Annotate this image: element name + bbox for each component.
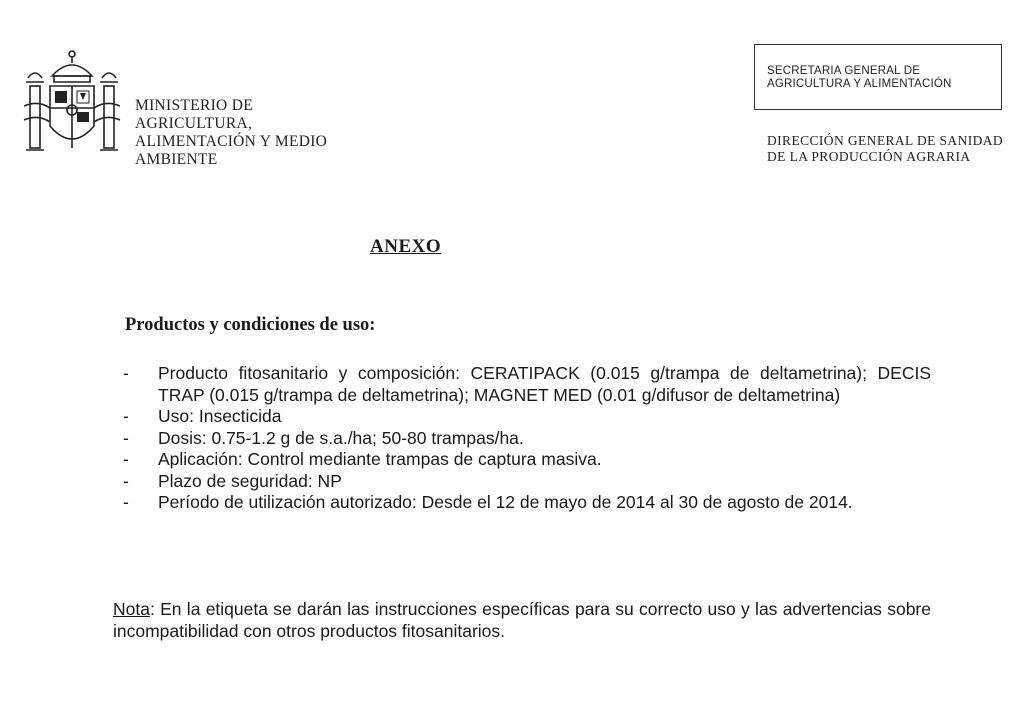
direccion-line: DE LA PRODUCCIÓN AGRARIA <box>767 149 971 164</box>
direccion-general <box>767 133 1003 165</box>
ministry-line: AGRICULTURA, <box>135 115 253 132</box>
document-title: ANEXO <box>370 236 442 257</box>
bullet-dash: - <box>123 492 129 512</box>
secretaria-line: SECRETARIA GENERAL DE <box>767 65 921 77</box>
note-text: : En la etiqueta se darán las instrucciones específicas para su correcto uso y las advertencias sobre incompatibilidad con otros productos fitosanitarios. <box>113 599 931 641</box>
note-label: Nota <box>113 599 150 619</box>
direccion-line: DIRECCIÓN GENERAL DE SANIDAD <box>767 133 1004 148</box>
list-item-text: Uso: Insecticida <box>158 406 282 426</box>
list-item-text: Plazo de seguridad: NP <box>158 470 342 491</box>
ministry-name <box>135 97 327 169</box>
list-item <box>123 406 931 428</box>
ministry-line: ALIMENTACIÓN Y MEDIO <box>135 133 328 150</box>
bullet-dash: - <box>123 427 129 448</box>
list-item-text: Producto fitosanitario y composición: CERATIPACK (0.015 g/trampa de deltametrina); DECIS TRAP (0.015 g/trampa de deltametrina); MAGNET MED (0.01 g/difusor de deltametrina) <box>158 363 931 405</box>
bullet-dash: - <box>123 363 129 383</box>
list-item <box>123 363 931 406</box>
note-paragraph <box>113 598 931 642</box>
bullet-dash: - <box>123 406 129 426</box>
secretaria-box <box>754 44 1002 110</box>
list-item-text: Período de utilización autorizado: Desde el 12 de mayo de 2014 al 30 de agosto de 2014. <box>158 492 853 512</box>
secretaria-text <box>767 65 952 91</box>
ministry-line: AMBIENTE <box>135 151 218 168</box>
section-title: Productos y condiciones de uso: <box>125 315 376 335</box>
list-item-text: Aplicación: Control mediante trampas de captura masiva. <box>158 449 602 469</box>
coat-of-arms-logo <box>22 46 122 164</box>
list-item <box>123 471 931 493</box>
bullet-dash: - <box>123 470 129 491</box>
bullet-dash: - <box>123 449 129 469</box>
conditions-list <box>123 363 931 514</box>
list-item <box>123 449 931 471</box>
list-item-text: Dosis: 0.75-1.2 g de s.a./ha; 50-80 trampas/ha. <box>158 427 524 448</box>
ministry-line: MINISTERIO DE <box>135 97 253 114</box>
list-item <box>123 428 931 450</box>
list-item <box>123 492 931 514</box>
secretaria-line: AGRICULTURA Y ALIMENTACIÓN <box>767 78 952 90</box>
